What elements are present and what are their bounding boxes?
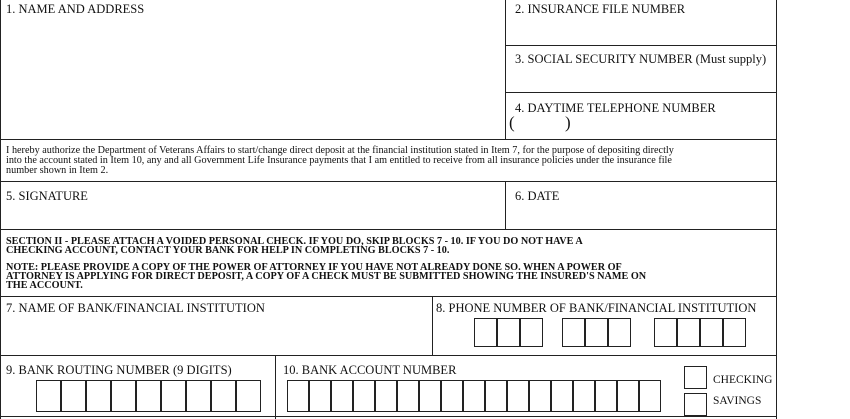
insurance-file-number-field[interactable] [506,0,777,46]
authorization-line-2: into the account stated in Item 10, any and all Government Life Insurance payments that I am entitled to receive from all insurance policies under the insurance file [6,155,672,166]
date-field[interactable] [506,182,777,230]
bank-phone-digit-box[interactable] [608,318,631,347]
bank-phone-digit-box[interactable] [474,318,497,347]
account-digit-box[interactable] [529,380,551,412]
routing-digit-box[interactable] [161,380,186,412]
bank-phone-digit-box[interactable] [700,318,723,347]
account-digit-box[interactable] [463,380,485,412]
bank-name-label: 7. NAME OF BANK/FINANCIAL INSTITUTION [6,301,265,315]
routing-digit-box[interactable] [211,380,236,412]
authorization-statement [0,139,777,182]
routing-digit-box[interactable] [136,380,161,412]
section-2-heading-line-2: CHECKING ACCOUNT, CONTACT YOUR BANK FOR HELP IN COMPLETING BLOCKS 7 - 10. [6,245,450,256]
name-address-label: 1. NAME AND ADDRESS [6,2,145,16]
account-digit-box[interactable] [419,380,441,412]
account-digit-box[interactable] [397,380,419,412]
checking-checkbox[interactable] [684,366,707,389]
ssn-label: 3. SOCIAL SECURITY NUMBER (Must supply) [515,52,767,66]
account-digit-box[interactable] [485,380,507,412]
bank-phone-digit-box[interactable] [585,318,608,347]
account-digit-box[interactable] [617,380,639,412]
checking-label: CHECKING [713,374,773,386]
note-line-1: NOTE: PLEASE PROVIDE A COPY OF THE POWER OF ATTORNEY IF YOU HAVE NOT ALREADY DONE SO. WHEN A POWER OF [6,262,622,273]
ssn-field[interactable] [506,46,777,93]
routing-digit-box[interactable] [111,380,136,412]
routing-label: 9. BANK ROUTING NUMBER (9 DIGITS) [6,363,232,377]
phone-area-open-paren: ( [509,113,515,132]
bank-phone-digit-box[interactable] [562,318,585,347]
name-address-field[interactable] [0,0,506,139]
bank-phone-digit-box[interactable] [723,318,746,347]
date-label: 6. DATE [515,189,560,203]
account-digit-box[interactable] [287,380,309,412]
account-digit-box[interactable] [309,380,331,412]
note-line-3: THE ACCOUNT. [6,280,83,291]
savings-checkbox[interactable] [684,393,707,416]
routing-digit-box[interactable] [36,380,61,412]
phone-area-close-paren: ) [565,113,571,132]
bank-phone-label: 8. PHONE NUMBER OF BANK/FINANCIAL INSTITUTION [436,301,757,315]
routing-digit-box[interactable] [61,380,86,412]
daytime-phone-field[interactable] [506,93,777,139]
section-2-instructions [0,230,777,297]
bank-phone-digit-box[interactable] [497,318,520,347]
bank-phone-digit-box[interactable] [520,318,543,347]
savings-label: SAVINGS [713,395,762,407]
account-digit-box[interactable] [331,380,353,412]
account-digit-box[interactable] [573,380,595,412]
bank-phone-digit-box[interactable] [654,318,677,347]
routing-digit-box[interactable] [186,380,211,412]
account-digit-box[interactable] [441,380,463,412]
phone-label: 4. DAYTIME TELEPHONE NUMBER [515,101,716,115]
account-digit-box[interactable] [595,380,617,412]
routing-digit-box[interactable] [86,380,111,412]
routing-digit-box[interactable] [236,380,261,412]
section-2-heading-line-1: SECTION II - PLEASE ATTACH A VOIDED PERSONAL CHECK. IF YOU DO, SKIP BLOCKS 7 - 10. IF YOU DO NOT HAVE A [6,236,583,247]
signature-field[interactable] [0,182,506,230]
account-digit-box[interactable] [375,380,397,412]
account-digit-box[interactable] [507,380,529,412]
note-line-2: ATTORNEY IS APPLYING FOR DIRECT DEPOSIT, A COPY OF A CHECK MUST BE SUBMITTED SHOWING THE INSURED'S NAME ON [6,271,647,282]
authorization-line-3: number shown in Item 2. [6,165,109,176]
account-digit-box[interactable] [353,380,375,412]
bank-name-field[interactable] [0,297,433,356]
account-digit-box[interactable] [639,380,661,412]
bank-phone-digit-box[interactable] [677,318,700,347]
account-label: 10. BANK ACCOUNT NUMBER [283,363,457,377]
signature-label: 5. SIGNATURE [6,189,88,203]
authorization-line-1: I hereby authorize the Department of Veterans Affairs to start/change direct deposit at the financial institution stated in Item 7, for the purpose of depositing directly [6,145,674,156]
insurance-file-label: 2. INSURANCE FILE NUMBER [515,2,686,16]
account-digit-box[interactable] [551,380,573,412]
